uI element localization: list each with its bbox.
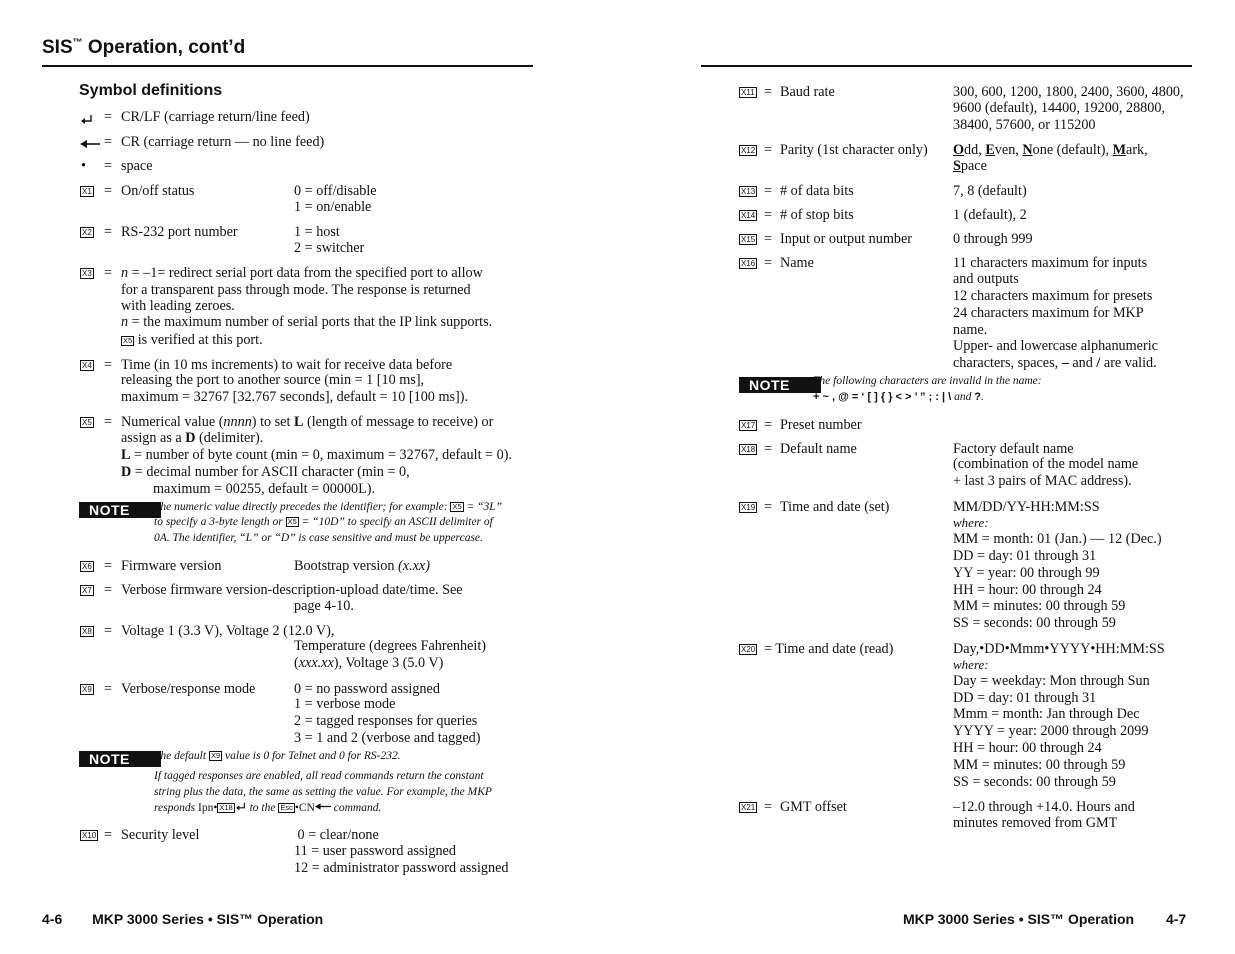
parity-even: ven, [994, 142, 1023, 158]
eq: = [104, 357, 113, 373]
footer-right [903, 911, 1186, 927]
x5-line1 [121, 414, 493, 431]
x11-v3: 38400, 57600, or 115200 [953, 117, 1096, 133]
x20-v4: DD = day: 01 through 31 [953, 690, 1097, 706]
crlf-icon [80, 114, 94, 126]
x6-val-italic: (x.xx) [398, 558, 430, 574]
note1-line2 [154, 515, 493, 531]
x14-v1: 1 (default), 2 [953, 207, 1027, 223]
eq: = [764, 207, 773, 223]
eq: = [104, 183, 113, 199]
x20-v3: Day = weekday: Mon through Sun [953, 673, 1150, 689]
note2-line2: If tagged responses are enabled, all read commands return the constant [154, 770, 484, 782]
x2-v2: 2 = switcher [294, 240, 365, 256]
x19-v8: SS = seconds: 00 through 59 [953, 615, 1116, 631]
parity-even-key: E [985, 142, 995, 158]
x5-tag-inline: X5 [123, 336, 133, 345]
x20-v5: Mmm = month: Jan through Dec [953, 706, 1140, 722]
x18-v2: (combination of the model name [953, 456, 1139, 472]
x8-line3 [294, 655, 443, 672]
x9-v4: 3 = 1 and 2 (verbose and tagged) [294, 730, 481, 746]
note3-and: and [951, 391, 975, 403]
x16-v3: 12 characters maximum for presets [953, 288, 1153, 304]
parity-space-key: S [953, 158, 961, 174]
x4-line3: maximum = 32767 [32.767 seconds], default = 10 [100 ms]). [121, 389, 468, 405]
x8-l3b: ), Voltage 3 (5.0 V) [333, 655, 444, 671]
cr-arrow-icon [80, 139, 100, 149]
x5-l1L: L [293, 414, 304, 430]
x5-l1b: ) to set [251, 414, 294, 430]
space-glyph: • [81, 158, 86, 174]
x20-v6: YYYY = year: 2000 through 2099 [953, 723, 1149, 739]
x19-name: Time and date (set) [780, 499, 890, 515]
note1-l2: to specify a 3-byte length or [154, 516, 286, 528]
x18-v3: + last 3 pairs of MAC address). [953, 473, 1132, 489]
eq: = [104, 158, 113, 174]
x5-l4D: D [121, 464, 132, 480]
note-label: NOTE [739, 377, 821, 393]
eq: = [104, 109, 113, 125]
space-desc: space [121, 158, 153, 174]
x16-tag: X16 [741, 259, 756, 268]
note3-period: . [980, 391, 984, 403]
note2-l4b: to the [246, 802, 279, 814]
x19-v4: DD = day: 01 through 31 [953, 548, 1097, 564]
x19-v7: MM = minutes: 00 through 59 [953, 598, 1126, 614]
x19-v1: MM/DD/YY-HH:MM:SS [953, 499, 1100, 515]
x14-tag: X14 [741, 211, 756, 220]
x12-name: Parity (1st character only) [780, 142, 928, 158]
x3-tag: X3 [82, 269, 92, 278]
parity-space: pace [960, 158, 987, 174]
x10-name: Security level [121, 827, 200, 843]
x20-v2: where: [953, 657, 989, 672]
x4-line2: releasing the port to another source (min = 1 [10 ms], [121, 372, 425, 388]
x8-line1: Voltage 1 (3.3 V), Voltage 2 (12.0 V), [121, 623, 335, 639]
x11-v1: 300, 600, 1200, 1800, 2400, 3600, 4800, [953, 84, 1184, 100]
x3-line3: with leading zeroes. [121, 298, 235, 314]
x21-v1: –12.0 through +14.0. Hours and [953, 799, 1135, 815]
x20-name: = Time and date (read) [764, 641, 894, 657]
title-rest: Operation, cont’d [82, 37, 246, 58]
x21-tag: X21 [741, 803, 756, 812]
x20-v7: HH = hour: 00 through 24 [953, 740, 1102, 756]
x15-name: Input or output number [780, 231, 913, 247]
x9-tag-inline: X9 [210, 751, 221, 760]
x20-tag: X20 [741, 645, 756, 654]
parity-none: one (default), [1032, 142, 1113, 158]
eq: = [764, 499, 773, 515]
x5-l3: = number of byte count (min = 0, maximum = 32767, default = 0). [130, 447, 512, 463]
footer-page-number: 4-7 [1165, 911, 1187, 927]
note1-line1 [154, 500, 502, 516]
x5-line5: maximum = 00255, default = 00000L). [153, 481, 376, 497]
x18-tag: X18 [741, 445, 756, 454]
eq: = [764, 84, 773, 100]
x5-tag-inline: X5 [452, 502, 462, 511]
x19-v5: YY = year: 00 through 99 [953, 565, 1100, 581]
x19-v6: HH = hour: 00 through 24 [953, 582, 1102, 598]
header-rule-right [701, 65, 1192, 67]
x17-name: Preset number [780, 417, 862, 433]
parity-mark-key: M [1112, 142, 1127, 158]
x13-name: # of data bits [780, 183, 854, 199]
x16-slash: / [1096, 355, 1101, 371]
x16-v1: 11 characters maximum for inputs [953, 255, 1148, 271]
x5-tag: X5 [82, 418, 92, 427]
x6-val [294, 558, 430, 575]
cr-arrow-icon [315, 802, 331, 811]
x8-l3i: xxx.xx [298, 655, 334, 671]
note1-l1: The numeric value directly precedes the identifier; for example: [154, 501, 451, 513]
x3-n: n [121, 265, 129, 281]
note-label: NOTE [79, 502, 161, 518]
footer-left [42, 911, 323, 927]
x1-v1: 0 = off/disable [294, 183, 377, 199]
x12-tag: X12 [741, 146, 756, 155]
x6-val-text: Bootstrap version [294, 558, 399, 574]
x5-l2a: assign as a [121, 430, 186, 446]
x5-l2D: D [185, 430, 196, 446]
header-rule-left [42, 65, 533, 67]
eq: = [104, 827, 113, 843]
x16-v7a: characters, spaces, [953, 355, 1062, 371]
parity-none-key: N [1022, 142, 1033, 158]
x10-v1: 0 = clear/none [294, 827, 379, 843]
x12-v2 [953, 158, 987, 175]
x6-tag: X6 [82, 562, 92, 571]
eq: = [104, 414, 113, 430]
title-sis: SIS [42, 37, 73, 58]
eq: = [104, 265, 113, 281]
x5-line3 [121, 447, 512, 464]
esc-key-icon: Esc [280, 803, 293, 812]
section-heading: Symbol definitions [79, 82, 223, 99]
invalid-question: ? [974, 391, 981, 403]
x2-name: RS-232 port number [121, 224, 238, 240]
note1-l2b: = “10D” to specify an ASCII delimiter of [298, 516, 493, 528]
eq: = [764, 231, 773, 247]
x9-tag: X9 [82, 685, 92, 694]
parity-odd-key: O [953, 142, 965, 158]
x7-line2: page 4-10. [294, 598, 354, 614]
crlf-icon [235, 802, 247, 812]
footer-page-number: 4-6 [42, 911, 63, 927]
x10-tag: X10 [82, 831, 97, 840]
x20-v8: MM = minutes: 00 through 59 [953, 757, 1126, 773]
x16-v7b: and [1068, 355, 1097, 371]
x3-l5: is verified at this port. [134, 332, 263, 348]
note3-line2 [813, 390, 984, 406]
x2-v1: 1 = host [294, 224, 340, 240]
x3-l4: = the maximum number of serial ports that the IP link supports. [128, 314, 493, 330]
note2-l1a: The default [154, 750, 209, 762]
x10-v2: 11 = user password assigned [294, 843, 456, 859]
x1-v2: 1 = on/enable [294, 199, 372, 215]
x16-v7c: are valid. [1100, 355, 1157, 371]
eq: = [104, 681, 113, 697]
x2-tag: X2 [82, 228, 92, 237]
note2-line3: string plus the data, the same as setting the value. For example, the MKP [154, 786, 492, 798]
x5-l2b: (delimiter). [195, 430, 264, 446]
note2-line4 [154, 801, 381, 817]
eq: = [104, 623, 113, 639]
eq: = [764, 142, 773, 158]
note1-line3: 0A. The identifier, “L” or “D” is case sensitive and must be uppercase. [154, 532, 483, 544]
x5-l1a: Numerical value ( [121, 414, 224, 430]
x5-l3L: L [121, 447, 131, 463]
x11-name: Baud rate [780, 84, 835, 100]
note1-l1b: = “3L” [463, 501, 503, 513]
page-title [42, 37, 245, 59]
note3-line1: The following characters are invalid in the name: [813, 375, 1042, 387]
x14-name: # of stop bits [780, 207, 854, 223]
eq: = [104, 134, 113, 150]
parity-mark: ark, [1126, 142, 1148, 158]
x12-v1 [953, 142, 1148, 159]
x3-n: n [121, 314, 129, 330]
x1-name: On/off status [121, 183, 195, 199]
x20-v9: SS = seconds: 00 through 59 [953, 774, 1116, 790]
x5-line2 [121, 430, 263, 447]
x11-tag: X11 [741, 88, 755, 97]
x8-tag: X8 [82, 627, 92, 636]
eq: = [764, 183, 773, 199]
x16-v7 [953, 355, 1157, 372]
x6-name: Firmware version [121, 558, 222, 574]
x1-tag: X1 [82, 187, 92, 196]
x21-name: GMT offset [780, 799, 847, 815]
x7-line1: Verbose firmware version-description-upload date/time. See [121, 582, 463, 598]
x15-v1: 0 through 999 [953, 231, 1033, 247]
x13-v1: 7, 8 (default) [953, 183, 1027, 199]
x18-v1: Factory default name [953, 441, 1074, 457]
note2-l1b: value is 0 for Telnet and 0 for RS-232. [222, 750, 401, 762]
x5-l1c: (length of message to receive) or [303, 414, 494, 430]
note2-line1 [154, 749, 401, 765]
note2-l4a: responds [154, 802, 198, 814]
eq: = [104, 558, 113, 574]
x9-v2: 1 = verbose mode [294, 696, 396, 712]
note2-cn: •CN [294, 802, 315, 814]
x7-tag: X7 [82, 586, 92, 595]
x18-name: Default name [780, 441, 857, 457]
x19-v2: where: [953, 515, 989, 530]
x19-tag: X19 [741, 503, 756, 512]
x16-v2: and outputs [953, 271, 1019, 287]
x8-l3a: ( [294, 655, 299, 671]
x3-line5 [121, 332, 263, 349]
x9-name: Verbose/response mode [121, 681, 256, 697]
x16-dash: – [1061, 355, 1069, 371]
x3-l1: = –1= redirect serial port data from the specified port to allow [128, 265, 483, 281]
x13-tag: X13 [741, 187, 756, 196]
x4-line1: Time (in 10 ms increments) to wait for receive data before [121, 357, 453, 373]
x17-tag: X17 [741, 421, 756, 430]
footer-title: MKP 3000 Series • SIS™ Operation [92, 911, 324, 927]
x3-line1 [121, 265, 483, 282]
x10-v3: 12 = administrator password assigned [294, 860, 509, 876]
invalid-chars: + ~ , @ = ‘ [ ] { } < > ’ ” ; : | \ [813, 391, 952, 403]
x3-line4 [121, 314, 492, 331]
x15-tag: X15 [741, 235, 756, 244]
x16-v5: name. [953, 322, 988, 338]
x16-v4: 24 characters maximum for MKP [953, 305, 1144, 321]
note2-response: Ipn• [197, 802, 218, 814]
x5-tag-inline: X5 [287, 517, 297, 526]
eq: = [104, 224, 113, 240]
eq: = [764, 417, 773, 433]
x16-v6: Upper- and lowercase alphanumeric [953, 338, 1158, 354]
x8-line2: Temperature (degrees Fahrenheit) [294, 638, 487, 654]
x19-v3: MM = month: 01 (Jan.) — 12 (Dec.) [953, 531, 1162, 547]
x9-v3: 2 = tagged responses for queries [294, 713, 478, 729]
x11-v2: 9600 (default), 14400, 19200, 28800, [953, 100, 1165, 116]
cr-desc: CR (carriage return — no line feed) [121, 134, 325, 150]
x21-v2: minutes removed from GMT [953, 815, 1118, 831]
parity-odd: dd, [964, 142, 986, 158]
footer-title: MKP 3000 Series • SIS™ Operation [903, 911, 1135, 927]
x5-l4: = decimal number for ASCII character (min = 0, [131, 464, 410, 480]
crlf-desc: CR/LF (carriage return/line feed) [121, 109, 310, 125]
x16-name: Name [780, 255, 814, 271]
eq: = [764, 799, 773, 815]
x3-line2: for a transparent pass through mode. The response is returned [121, 282, 471, 298]
x5-line4 [121, 464, 410, 481]
x4-tag: X4 [82, 361, 92, 370]
eq: = [104, 582, 113, 598]
eq: = [764, 441, 773, 457]
eq: = [764, 255, 773, 271]
x18-tag-inline: X18 [219, 803, 233, 812]
x5-l1n: nnnn [223, 414, 252, 430]
note2-l4d: command. [330, 802, 382, 814]
x20-v1: Day,•DD•Mmm•YYYY•HH:MM:SS [953, 641, 1165, 657]
note-label: NOTE [79, 751, 161, 767]
x9-v1: 0 = no password assigned [294, 681, 440, 697]
title-tm: ™ [72, 37, 83, 49]
